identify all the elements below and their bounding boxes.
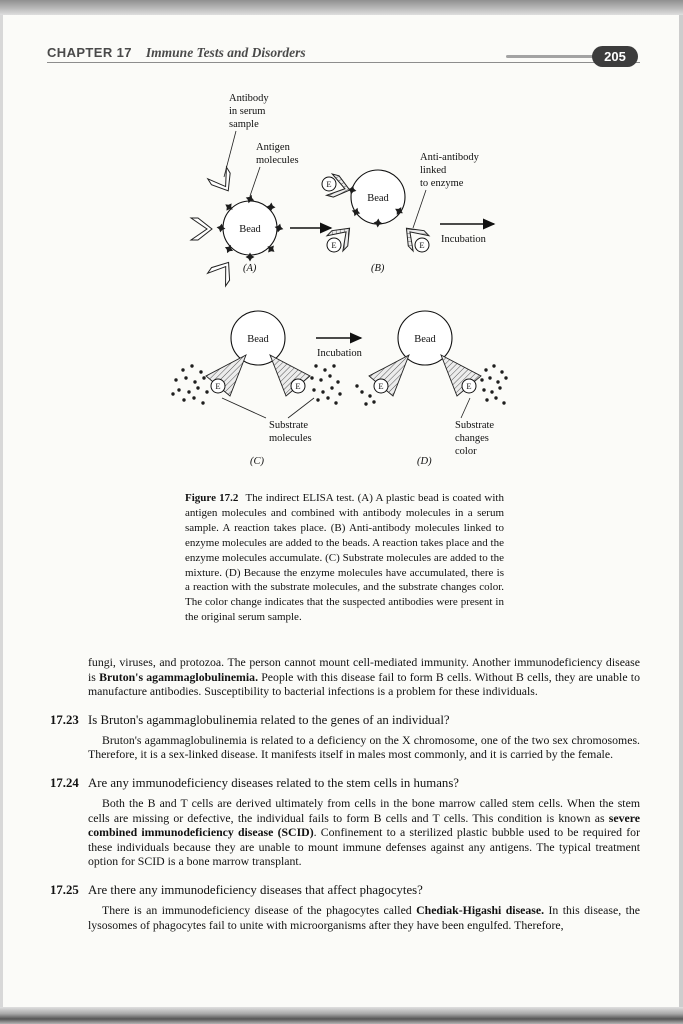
substrate-changes-label: Substrate bbox=[455, 420, 495, 431]
substrate-label: Substrate bbox=[269, 420, 309, 431]
text-run: There is an immunodeficiency disease of the phagocytes called bbox=[102, 902, 417, 917]
question-block-17-23 bbox=[50, 712, 640, 762]
substrate-changes-leader-line bbox=[461, 398, 470, 418]
figure-caption-text: The indirect ELISA test. (A) A plastic bead is coated with antigen molecules and combined with antibody molecules in a serum sample. A reaction takes place. (B) Anti-antibody molecules linked to enzyme molecules are added to the beads. A reaction takes place and the enzyme molecules accumulate. (C) Substrate molecules are added to the mixture. (D) Because the enzyme molecules have accumulated, there is a reaction with the substrate molecules, and the substrate changes color. The color change indicates that the suspected antibodies were present in the original serum sample. bbox=[185, 492, 504, 624]
question-text: Are any immunodeficiency diseases related to the stem cells in humans? bbox=[88, 775, 459, 790]
antigen-label: molecules bbox=[256, 155, 299, 166]
text-run: People with this disease fail to form B cells. Without B cells, they are unable to manufacture antibodies. Susceptibility to bacterial infections is a problem for these individuals. bbox=[88, 669, 640, 699]
enzyme-letter: E bbox=[331, 240, 337, 250]
continuation-paragraph bbox=[50, 655, 640, 699]
chapter-title: Immune Tests and Disorders bbox=[145, 45, 306, 60]
text-run: Bruton's agammaglobulinemia is related to a deficiency on the X chromosome, one of the two sex chromosomes. Therefore, it is a sex-linked disease. It manifests itself in males most commonly, and it is carried by the female. bbox=[88, 732, 640, 762]
panel-c bbox=[171, 311, 341, 467]
antibody-label: in serum bbox=[229, 106, 266, 117]
antigen-leader-line bbox=[250, 167, 260, 196]
substrate-label: molecules bbox=[269, 433, 312, 444]
figure-caption-lead: Figure 17.2 bbox=[185, 492, 239, 504]
antibody-leader-line bbox=[224, 131, 236, 177]
answer-paragraph bbox=[50, 903, 640, 932]
page-number-badge: 205 bbox=[592, 46, 638, 67]
enzyme-letter: E bbox=[326, 179, 332, 189]
text-run: fungi, viruses, and protozoa. The person cannot mount cell-mediated immunity. Another immunodeficiency disease is bbox=[88, 655, 640, 684]
substrate-changes-label: changes bbox=[455, 433, 489, 444]
panel-d bbox=[355, 311, 507, 467]
question-number: 17.25 bbox=[50, 882, 79, 897]
panel-a-letter: (A) bbox=[243, 263, 257, 274]
anti-antibody-label: to enzyme bbox=[420, 178, 464, 189]
answer-paragraph bbox=[50, 733, 640, 762]
bold-term: Bruton's agammaglobulinemia. bbox=[99, 669, 259, 684]
substrate-leader-line bbox=[288, 398, 314, 418]
text-run: . Confinement to a sterilized plastic bubble used to be required for these individuals because they are unable to mount immune defenses against any antigens. The typical treatment option for SCID is a bone marrow transplant. bbox=[88, 825, 640, 869]
bold-term: severe combined immunodeficiency disease (SCID) bbox=[88, 810, 640, 840]
question-number: 17.24 bbox=[50, 775, 79, 790]
enzyme-letter: E bbox=[215, 381, 221, 391]
text-run: In this disease, the lysosomes of phagocytes fail to unite with microorganisms after they have been engulfed. Therefore, bbox=[88, 902, 640, 932]
figure-caption bbox=[185, 491, 504, 625]
antibody-label: sample bbox=[229, 119, 259, 130]
question-block-17-24 bbox=[50, 775, 640, 869]
bead-d-label: Bead bbox=[414, 334, 436, 345]
text-run: Both the B and T cells are derived ultimately from cells in the bone marrow called stem cells. When the stem cells are missing or defective, the individual fails to form B cells and T cells. This condition is known as bbox=[88, 795, 640, 825]
enzyme-letter: E bbox=[295, 381, 301, 391]
anti-antibody-label: linked bbox=[420, 165, 447, 176]
bold-term: Chediak-Higashi disease. bbox=[416, 902, 545, 917]
question-number: 17.23 bbox=[50, 712, 79, 727]
anti-antibody-label: Anti-antibody bbox=[420, 152, 479, 163]
anti-antibody-leader-line bbox=[413, 190, 426, 228]
antibody-label: Antibody bbox=[229, 93, 269, 104]
substrate-dots bbox=[171, 364, 341, 404]
antigen-label: Antigen bbox=[256, 142, 290, 153]
bead-a-label: Bead bbox=[239, 224, 261, 235]
substrate-leader-line bbox=[222, 398, 266, 418]
panel-b bbox=[322, 152, 494, 274]
panel-c-letter: (C) bbox=[250, 456, 264, 467]
incubation-label: Incubation bbox=[441, 234, 486, 245]
scan-edge-bottom bbox=[0, 1007, 683, 1024]
substrate-changes-label: color bbox=[455, 446, 477, 457]
panel-b-letter: (B) bbox=[371, 263, 385, 274]
question-block-17-25 bbox=[50, 882, 640, 932]
chapter-label: CHAPTER 17 bbox=[47, 45, 132, 60]
panel-a bbox=[191, 93, 299, 286]
page-body bbox=[50, 655, 640, 932]
question-text: Are there any immunodeficiency diseases that affect phagocytes? bbox=[88, 882, 423, 897]
enzyme-letter: E bbox=[466, 381, 472, 391]
elisa-diagram bbox=[0, 0, 683, 480]
enzyme-letter: E bbox=[378, 381, 384, 391]
question-text: Is Bruton's agammaglobulinemia related to the genes of an individual? bbox=[88, 712, 450, 727]
enzyme-letter: E bbox=[419, 240, 425, 250]
answer-paragraph bbox=[50, 796, 640, 869]
question-heading bbox=[50, 882, 640, 898]
question-heading bbox=[50, 712, 640, 728]
question-heading bbox=[50, 775, 640, 791]
incubation-label: Incubation bbox=[317, 348, 362, 359]
bead-c-label: Bead bbox=[247, 334, 269, 345]
panel-d-letter: (D) bbox=[417, 456, 432, 467]
bead-b-label: Bead bbox=[367, 193, 389, 204]
